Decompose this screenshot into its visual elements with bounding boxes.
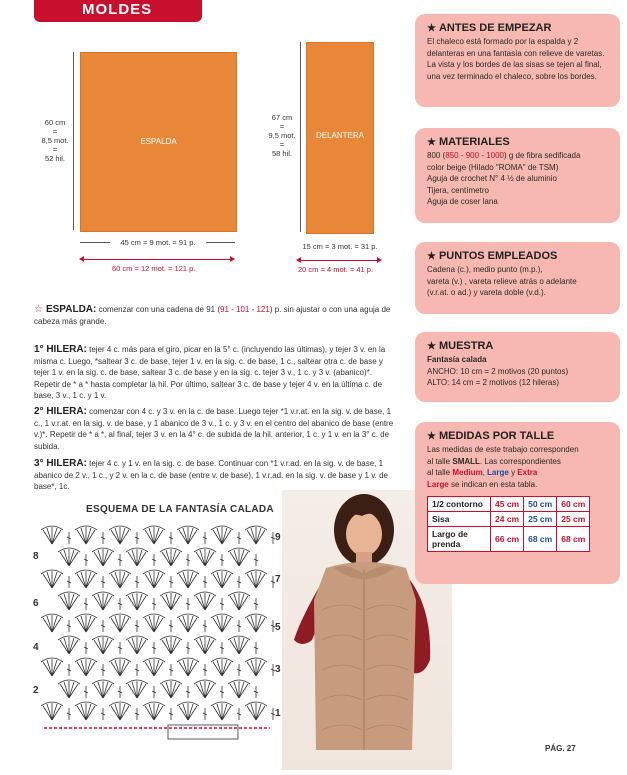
post-stitch-symbol <box>186 642 190 654</box>
row-number: 7 <box>275 574 281 585</box>
star-icon: ★ <box>427 341 436 352</box>
post-stitch-symbol <box>237 620 241 632</box>
row-number: 5 <box>275 622 281 633</box>
fan-stitch-symbol <box>177 526 199 544</box>
espalda-piece <box>80 52 237 232</box>
post-stitch-symbol <box>135 708 139 720</box>
fan-stitch-symbol <box>126 592 148 610</box>
star-outline-icon: ☆ <box>34 304 43 315</box>
fan-stitch-symbol <box>211 614 233 632</box>
post-stitch-symbol <box>118 554 122 566</box>
post-stitch-symbol <box>84 598 88 610</box>
post-stitch-symbol <box>67 664 71 676</box>
fan-stitch-symbol <box>177 658 199 676</box>
fan-stitch-symbol <box>160 680 182 698</box>
delantera-piece <box>306 42 374 234</box>
post-stitch-symbol <box>237 664 241 676</box>
row-number: 8 <box>33 551 39 562</box>
fan-stitch-symbol <box>126 680 148 698</box>
fan-stitch-symbol <box>245 702 267 720</box>
post-stitch-symbol <box>152 686 156 698</box>
fan-stitch-symbol <box>58 636 80 654</box>
fan-stitch-symbol <box>143 526 165 544</box>
post-stitch-symbol <box>101 576 105 588</box>
fan-stitch-symbol <box>177 614 199 632</box>
post-stitch-symbol <box>203 664 207 676</box>
fan-stitch-symbol <box>211 526 233 544</box>
box-title: ★ MATERIALES <box>427 136 510 148</box>
fan-stitch-symbol <box>126 636 148 654</box>
arrow-left-icon <box>296 257 301 263</box>
fan-stitch-symbol <box>194 680 216 698</box>
post-stitch-symbol <box>118 642 122 654</box>
post-stitch-symbol <box>152 598 156 610</box>
fan-stitch-symbol <box>109 658 131 676</box>
fan-stitch-symbol <box>177 570 199 588</box>
fan-stitch-symbol <box>75 526 97 544</box>
espalda-width-red: 60 cm = 12 mot. = 121 p. <box>112 264 196 273</box>
row-number: 1 <box>275 708 281 719</box>
instr-espalda: ☆ ESPALDA: comenzar con una cadena de 91 (91 - 101 - 121) p. sin ajustar o con una aguja de cabeza más grande. <box>34 304 391 326</box>
post-stitch-symbol <box>237 532 241 544</box>
fan-stitch-symbol <box>92 680 114 698</box>
arrow-right-icon <box>230 256 235 262</box>
espalda-width-dim: 45 cm = 9 mot. = 91 p. <box>110 238 206 247</box>
post-stitch-symbol <box>237 708 241 720</box>
fan-stitch-symbol <box>41 702 63 720</box>
post-stitch-symbol <box>186 598 190 610</box>
fan-stitch-symbol <box>109 570 131 588</box>
box-text: Cadena (c.), medio punto (m.p.), vareta (v.) , vareta relieve atrás o adelante (v.r.at. o ad.) y vareta doble (v.d.). <box>427 265 577 297</box>
row-number: 6 <box>33 598 39 609</box>
scheme-title: ESQUEMA DE LA FANTASÍA CALADA <box>86 504 274 515</box>
post-stitch-symbol <box>67 576 71 588</box>
fan-stitch-symbol <box>211 570 233 588</box>
fan-stitch-symbol <box>92 592 114 610</box>
fan-stitch-symbol <box>75 614 97 632</box>
size-table <box>427 496 590 552</box>
post-stitch-symbol <box>135 532 139 544</box>
post-stitch-symbol <box>203 532 207 544</box>
post-stitch-symbol <box>254 598 258 610</box>
fan-stitch-symbol <box>75 702 97 720</box>
fan-stitch-symbol <box>194 592 216 610</box>
delantera-height-dim: 67 cm = 9,5 mot. = 58 hil. <box>266 113 298 158</box>
star-icon: ★ <box>427 137 436 148</box>
fan-stitch-symbol <box>143 570 165 588</box>
instr-hilera-1: 1° HILERA: tejer 4 c. más para el giro, picar en la 5° c. (incluyendo las últimas), y tejer 3 v. en la misma c. Luego, *saltear 3 c. de base, tejer 1 v. en la sig. c. de base, 1 c., saltear otra c. de base y tejer 1 v. en la sig. c. de base, saltear 3 c. de base y en la sig. c. tejer 3 v., 1 c. y 3 v. (abanico)*. Repetir de * a * hasta completar la hil. Por último, saltear 3 c. de base y tejer 4 v. en la última c. de base, 3 v., 1 c. y 1 v. <box>34 344 386 400</box>
post-stitch-symbol <box>84 686 88 698</box>
post-stitch-symbol <box>135 664 139 676</box>
table-row: Sisa 24 cm 25 cm 25 cm <box>428 512 590 527</box>
fan-stitch-symbol <box>58 548 80 566</box>
instr-hilera-2: 2° HILERA: comenzar con 4 c. y 3 v. en la c. de base. Luego tejer *1 v.r.at. en la sig. v. de base, 1 c., 1 v.r.at. en la sig. v. de base, y 1 abanico de 3 v., 1 c. y 3 v. en el centro del abanico de base (entre v.)*. Repetir de * a *, al final, tejer 3 v. en la 4° c. de subida de la hil. anterior, 1 c. y 1 v. en la 3° c. de subida. <box>34 406 394 451</box>
post-stitch-symbol <box>169 620 173 632</box>
post-stitch-symbol <box>237 576 241 588</box>
post-stitch-symbol <box>169 708 173 720</box>
box-title: ★ MUESTRA <box>427 340 494 352</box>
post-stitch-symbol <box>186 554 190 566</box>
fan-stitch-symbol <box>143 702 165 720</box>
post-stitch-symbol <box>220 686 224 698</box>
instr-hilera-3: 3° HILERA: tejer 4 c. y 1 v. en la sig. c. de base. Continuar con *1 v.r.ad. en la sig. v. de base, 1 abanico de 2 v., 1 c., y 2 v. en la c. de base (entre v. de base), 1 v.r.ad. en la sig. v. de base y 1 v. de base*, 1c. <box>34 458 388 491</box>
fan-stitch-symbol <box>109 526 131 544</box>
box-title: ★ MEDIDAS POR TALLE <box>427 430 555 442</box>
post-stitch-symbol <box>101 664 105 676</box>
fan-stitch-symbol <box>160 592 182 610</box>
fan-stitch-symbol <box>194 548 216 566</box>
fan-stitch-symbol <box>228 548 250 566</box>
fan-stitch-symbol <box>109 614 131 632</box>
row-number: 2 <box>33 685 39 696</box>
box-text: El chaleco está formado por la espalda y 2 delanteras en una fantasía con relieve de varetas. La vista y los bordes de las sisas se tejen al final, una vez terminado el chaleco, sobre los bordes. <box>427 37 605 81</box>
box-title: ★ ANTES DE EMPEZAR <box>427 22 552 34</box>
table-row: Largo de prenda 66 cm 68 cm 68 cm <box>428 527 590 552</box>
fan-stitch-symbol <box>160 548 182 566</box>
post-stitch-symbol <box>118 598 122 610</box>
espalda-red-line <box>84 259 230 260</box>
row-number: 3 <box>275 664 281 675</box>
post-stitch-symbol <box>254 642 258 654</box>
espalda-height-dim: 60 cm = 8,5 mot. = 52 hil. <box>41 118 69 163</box>
post-stitch-symbol <box>220 554 224 566</box>
fan-stitch-symbol <box>228 680 250 698</box>
espalda-height-line <box>73 52 74 230</box>
post-stitch-symbol <box>67 620 71 632</box>
fan-stitch-symbol <box>228 592 250 610</box>
fan-stitch-symbol <box>245 570 267 588</box>
fan-stitch-symbol <box>177 702 199 720</box>
post-stitch-symbol <box>84 554 88 566</box>
fan-stitch-symbol <box>41 526 63 544</box>
post-stitch-symbol <box>152 642 156 654</box>
post-stitch-symbol <box>254 686 258 698</box>
delantera-label: DELANTERA <box>315 131 364 140</box>
fan-stitch-symbol <box>143 658 165 676</box>
post-stitch-symbol <box>186 686 190 698</box>
fan-stitch-symbol <box>58 680 80 698</box>
arrow-left-icon <box>79 256 84 262</box>
post-stitch-symbol <box>203 576 207 588</box>
post-stitch-symbol <box>135 620 139 632</box>
fan-stitch-symbol <box>92 548 114 566</box>
star-icon: ★ <box>427 431 436 442</box>
fan-stitch-symbol <box>228 636 250 654</box>
post-stitch-symbol <box>169 664 173 676</box>
box-title: ★ PUNTOS EMPLEADOS <box>427 250 558 262</box>
post-stitch-symbol <box>203 620 207 632</box>
post-stitch-symbol <box>220 642 224 654</box>
post-stitch-symbol <box>254 554 258 566</box>
fan-stitch-symbol <box>41 658 63 676</box>
fan-stitch-symbol <box>109 702 131 720</box>
post-stitch-symbol <box>101 708 105 720</box>
box-puntos-empleados <box>415 242 620 314</box>
post-stitch-symbol <box>169 532 173 544</box>
post-stitch-symbol <box>135 576 139 588</box>
box-medidas-por-talle <box>415 422 620 584</box>
fan-stitch-symbol <box>143 614 165 632</box>
box-text: Las medidas de este trabajo corresponden al talle SMALL. Las correspondientes al talle Medium, Large y Extra Large se indican en esta tabla. <box>427 445 579 489</box>
fan-stitch-symbol <box>58 592 80 610</box>
delantera-width-red: 20 cm = 4 mot. = 41 p. <box>298 265 374 274</box>
fan-stitch-symbol <box>245 614 267 632</box>
box-text: Fantasía calada ANCHO: 10 cm = 2 motivos (20 puntos) ALTO: 14 cm = 2 motivos (12 hileras) <box>427 355 569 387</box>
delantera-height-line <box>300 42 301 232</box>
fan-stitch-symbol <box>126 548 148 566</box>
fan-stitch-symbol <box>41 570 63 588</box>
post-stitch-symbol <box>101 532 105 544</box>
section-tab-moldes <box>34 0 202 22</box>
box-materiales <box>415 128 620 223</box>
fan-stitch-symbol <box>75 658 97 676</box>
star-icon: ★ <box>427 251 436 262</box>
post-stitch-symbol <box>118 686 122 698</box>
post-stitch-symbol <box>101 620 105 632</box>
fan-stitch-symbol <box>211 658 233 676</box>
fan-stitch-symbol <box>92 636 114 654</box>
post-stitch-symbol <box>67 708 71 720</box>
fan-stitch-symbol <box>194 636 216 654</box>
crochet-scheme-diagram <box>40 520 280 740</box>
fan-stitch-symbol <box>245 526 267 544</box>
fan-stitch-symbol <box>41 614 63 632</box>
page-number: PÁG. 27 <box>545 744 576 753</box>
post-stitch-symbol <box>203 708 207 720</box>
star-icon: ★ <box>427 23 436 34</box>
table-row: 1/2 contorno 45 cm 50 cm 60 cm <box>428 497 590 512</box>
box-muestra <box>415 332 620 402</box>
fan-stitch-symbol <box>75 570 97 588</box>
post-stitch-symbol <box>169 576 173 588</box>
post-stitch-symbol <box>67 532 71 544</box>
espalda-label: ESPALDA <box>140 137 177 146</box>
row-number: 4 <box>33 642 39 653</box>
arrow-right-icon <box>377 257 382 263</box>
fan-stitch-symbol <box>160 636 182 654</box>
box-antes-de-empezar <box>415 14 620 107</box>
post-stitch-symbol <box>220 598 224 610</box>
post-stitch-symbol <box>152 554 156 566</box>
delantera-red-line <box>301 260 377 261</box>
fan-stitch-symbol <box>245 658 267 676</box>
post-stitch-symbol <box>84 642 88 654</box>
fan-stitch-symbol <box>211 702 233 720</box>
delantera-width-dim: 15 cm = 3 mot. = 31 p. <box>298 242 382 251</box>
box-text: 800 (850 - 900 - 1000) g de fibra sedificada color beige (Hilado "ROMA" de TSM) Aguja de crochet N° 4 ½ de aluminio Tijera, centímetro Aguja de coser lana <box>427 151 581 206</box>
section-title: MOLDES <box>82 0 153 18</box>
row-number: 9 <box>275 532 281 543</box>
